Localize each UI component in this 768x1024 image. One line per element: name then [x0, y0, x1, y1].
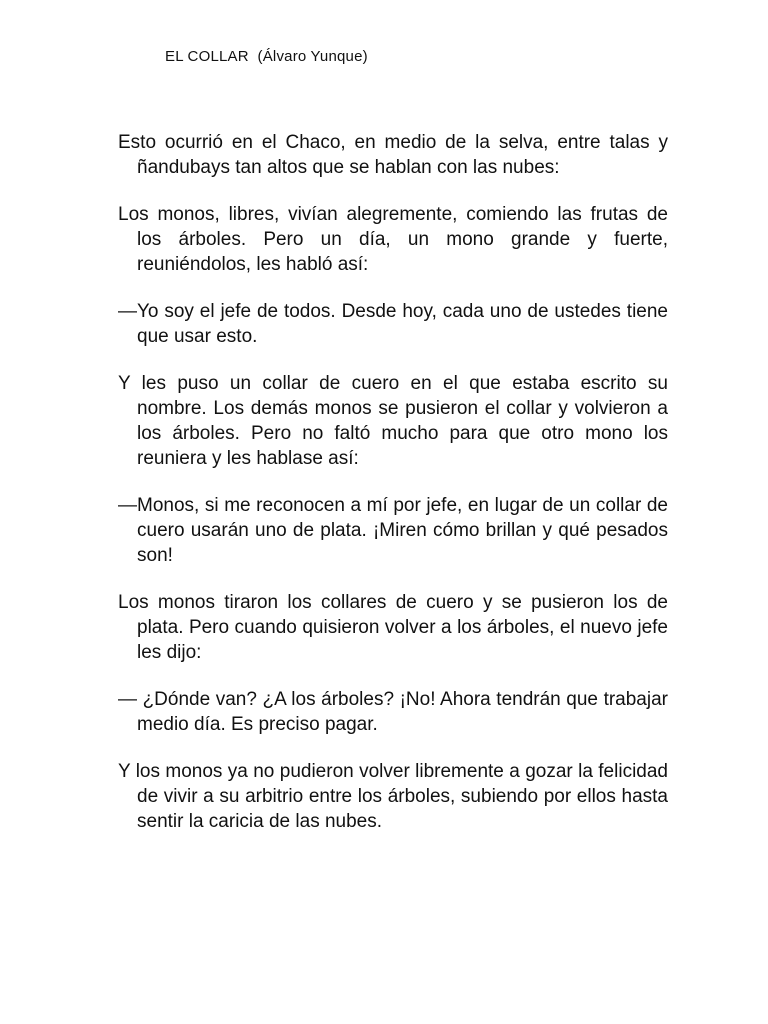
paragraph: Y los monos ya no pudieron volver libremente a gozar la felicidad de vivir a su arbitrio entre los árboles, subiendo por ellos hasta sentir la caricia de las nubes. — [118, 761, 668, 832]
paragraph: — ¿Dónde van? ¿A los árboles? ¡No! Ahora tendrán que trabajar medio día. Es preciso pagar. — [118, 689, 668, 735]
document-title: EL COLLAR (Álvaro Yunque) — [165, 48, 368, 65]
paragraph: Los monos, libres, vivían alegremente, comiendo las frutas de los árboles. Pero un día, un mono grande y fuerte, reuniéndolos, les habló así: — [118, 204, 668, 275]
paragraph: Y les puso un collar de cuero en el que estaba escrito su nombre. Los demás monos se pusieron el collar y volvieron a los árboles. Pero no faltó mucho para que otro mono los reuniera y les hablase así: — [118, 373, 668, 469]
paragraph: Esto ocurrió en el Chaco, en medio de la selva, entre talas y ñandubays tan altos que se hablan con las nubes: — [118, 132, 668, 178]
document-body — [118, 130, 668, 856]
paragraph: —Yo soy el jefe de todos. Desde hoy, cada uno de ustedes tiene que usar esto. — [118, 301, 668, 347]
paragraph: Los monos tiraron los collares de cuero y se pusieron los de plata. Pero cuando quisieron volver a los árboles, el nuevo jefe les dijo: — [118, 592, 668, 663]
paragraph: —Monos, si me reconocen a mí por jefe, en lugar de un collar de cuero usarán uno de plata. ¡Miren cómo brillan y qué pesados son! — [118, 495, 668, 566]
